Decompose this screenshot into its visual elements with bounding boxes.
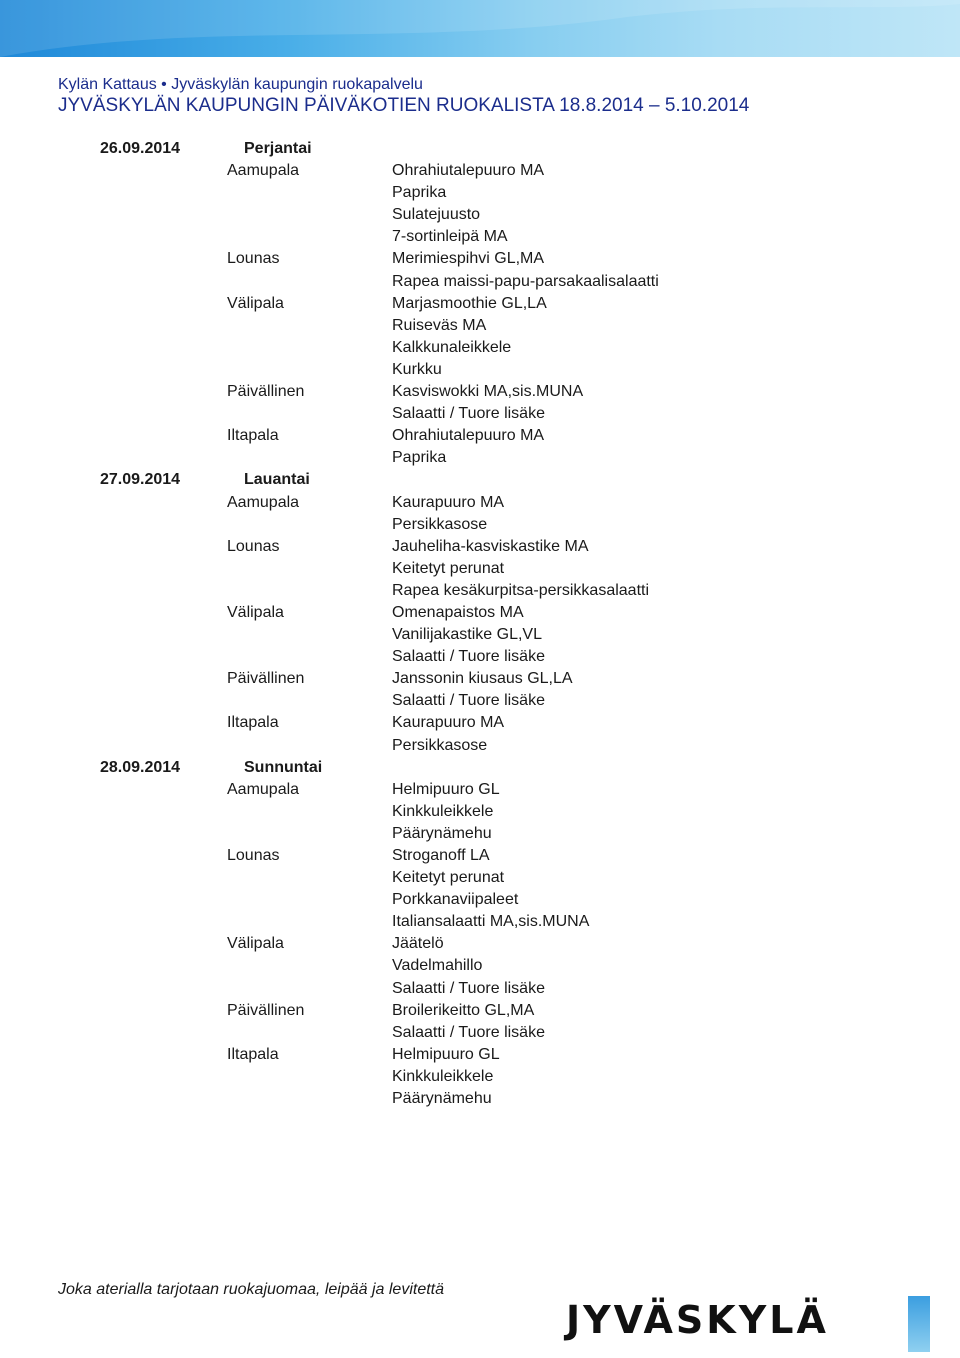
menu-item-row (0, 978, 960, 1000)
menu-item: Ohrahiutalepuuro MA (392, 427, 545, 445)
menu-item: Persikkasose (392, 736, 488, 754)
menu-item-row (0, 933, 960, 955)
header-subtitle: Kylän Kattaus • Jyväskylän kaupungin ruokapalvelu (58, 76, 423, 93)
menu-item: Keitetyt perunat (392, 869, 505, 887)
meal-label: Päivällinen (227, 1001, 305, 1019)
menu-item-row (0, 403, 960, 425)
menu-item-row (0, 447, 960, 469)
menu-item: Keitetyt perunat (392, 559, 505, 577)
menu-item-row (0, 801, 960, 823)
meal-label: Lounas (227, 250, 280, 268)
day-weekday: Lauantai (244, 471, 310, 489)
menu-item: Merimiespihvi GL,MA (392, 250, 545, 268)
menu-item: Päärynämehu (392, 824, 492, 842)
menu-item-row (0, 160, 960, 182)
menu-item-row (0, 580, 960, 602)
meal-label: Iltapala (227, 1045, 279, 1063)
logo-wordmark: JYVÄSKYLÄ (566, 1298, 829, 1342)
menu-item: Salaatti / Tuore lisäke (392, 1023, 545, 1041)
menu-item: Ruiseväs MA (392, 316, 487, 334)
menu-item-row (0, 315, 960, 337)
jyvaskyla-logo (566, 1296, 930, 1352)
menu-item-row (0, 624, 960, 646)
day-header-row (0, 469, 960, 491)
menu-item-row (0, 381, 960, 403)
menu-item-row (0, 425, 960, 447)
meal-label: Välipala (227, 603, 284, 621)
menu-item: Jäätelö (392, 935, 444, 953)
day-weekday: Sunnuntai (244, 758, 323, 776)
menu-item: Persikkasose (392, 515, 488, 533)
menu-item-row (0, 293, 960, 315)
meal-label: Välipala (227, 935, 284, 953)
menu-item-row (0, 359, 960, 381)
menu-item-row (0, 779, 960, 801)
menu-item-row (0, 735, 960, 757)
meal-label: Iltapala (227, 714, 279, 732)
menu-item: Helmipuuro GL (392, 1045, 500, 1063)
menu-item: Porkkanaviipaleet (392, 891, 519, 909)
menu-item-row (0, 690, 960, 712)
menu-item: Omenapaistos MA (392, 603, 524, 621)
menu-item: Sulatejuusto (392, 206, 481, 224)
menu-item-row (0, 248, 960, 270)
meal-label: Aamupala (227, 493, 300, 511)
menu-item-row (0, 823, 960, 845)
top-decorative-band (0, 0, 960, 57)
day-date: 27.09.2014 (100, 471, 181, 489)
menu-item: Salaatti / Tuore lisäke (392, 692, 545, 710)
menu-item: Salaatti / Tuore lisäke (392, 979, 545, 997)
menu-item-row (0, 889, 960, 911)
menu-item: Salaatti / Tuore lisäke (392, 405, 545, 423)
meal-label: Päivällinen (227, 670, 305, 688)
menu-item-row (0, 602, 960, 624)
menu-item-row (0, 955, 960, 977)
page-header (58, 75, 749, 117)
meal-label: Välipala (227, 294, 284, 312)
menu-item: Kurkku (392, 360, 442, 378)
menu-item: Rapea maissi-papu-parsakaalisalaatti (392, 272, 659, 290)
menu-item-row (0, 271, 960, 293)
menu-item: Kaurapuuro MA (392, 714, 505, 732)
menu-item: Paprika (392, 449, 447, 467)
menu-item: Stroganoff LA (392, 847, 490, 864)
menu-item-row (0, 204, 960, 226)
menu-item-row (0, 536, 960, 558)
wave-decoration (0, 0, 960, 57)
menu-item-row (0, 337, 960, 359)
menu-item: Kinkkuleikkele (392, 802, 494, 820)
menu-item: Vadelmahillo (392, 957, 483, 975)
menu-item: Rapea kesäkurpitsa-persikkasalaatti (392, 581, 650, 599)
menu-item: Päärynämehu (392, 1090, 492, 1108)
day-header-row (0, 138, 960, 160)
menu-item-row (0, 1066, 960, 1088)
menu-item-row (0, 514, 960, 536)
meal-label: Aamupala (227, 162, 300, 180)
day-date: 26.09.2014 (100, 140, 181, 157)
menu-item-row (0, 845, 960, 867)
day-header-row (0, 757, 960, 779)
menu-item-row (0, 1000, 960, 1022)
menu-item: Helmipuuro GL (392, 780, 500, 798)
menu-item: Broilerikeitto GL,MA (392, 1001, 535, 1019)
menu-item-row (0, 646, 960, 668)
menu-item-row (0, 1044, 960, 1066)
menu-item-row (0, 668, 960, 690)
menu-item: Vanilijakastike GL,VL (392, 626, 542, 644)
menu-item-row (0, 182, 960, 204)
menu-item: 7-sortinleipä MA (392, 228, 508, 246)
menu-item-row (0, 867, 960, 889)
footer-note: Joka aterialla tarjotaan ruokajuomaa, leipää ja levitettä (58, 1281, 445, 1298)
menu-item: Janssonin kiusaus GL,LA (392, 670, 573, 688)
day-weekday: Perjantai (244, 140, 312, 157)
menu-item: Kaurapuuro MA (392, 493, 505, 511)
meal-label: Lounas (227, 537, 280, 555)
menu-item: Italiansalaatti MA,sis.MUNA (392, 913, 590, 931)
menu-item-row (0, 1022, 960, 1044)
logo-color-bar (908, 1296, 930, 1352)
menu-item-row (0, 558, 960, 580)
menu-item-row (0, 911, 960, 933)
menu-item-row (0, 712, 960, 734)
menu-item: Kasviswokki MA,sis.MUNA (392, 383, 584, 401)
meal-label: Lounas (227, 847, 280, 864)
menu-item: Kinkkuleikkele (392, 1067, 494, 1085)
menu-item-row (0, 1088, 960, 1110)
meal-label: Iltapala (227, 427, 279, 445)
page-title: JYVÄSKYLÄN KAUPUNGIN PÄIVÄKOTIEN RUOKALISTA 18.8.2014 – 5.10.2014 (58, 95, 750, 116)
menu-item-row (0, 226, 960, 248)
day-date: 28.09.2014 (100, 758, 181, 776)
menu-item: Jauheliha-kasviskastike MA (392, 537, 589, 555)
meal-label: Aamupala (227, 780, 300, 798)
menu-item: Paprika (392, 184, 447, 202)
meal-label: Päivällinen (227, 383, 305, 401)
menu-item: Kalkkunaleikkele (392, 338, 512, 356)
menu-list (0, 138, 960, 1110)
menu-item: Marjasmoothie GL,LA (392, 294, 547, 312)
menu-item-row (0, 492, 960, 514)
menu-item: Salaatti / Tuore lisäke (392, 648, 545, 666)
menu-item: Ohrahiutalepuuro MA (392, 162, 545, 180)
